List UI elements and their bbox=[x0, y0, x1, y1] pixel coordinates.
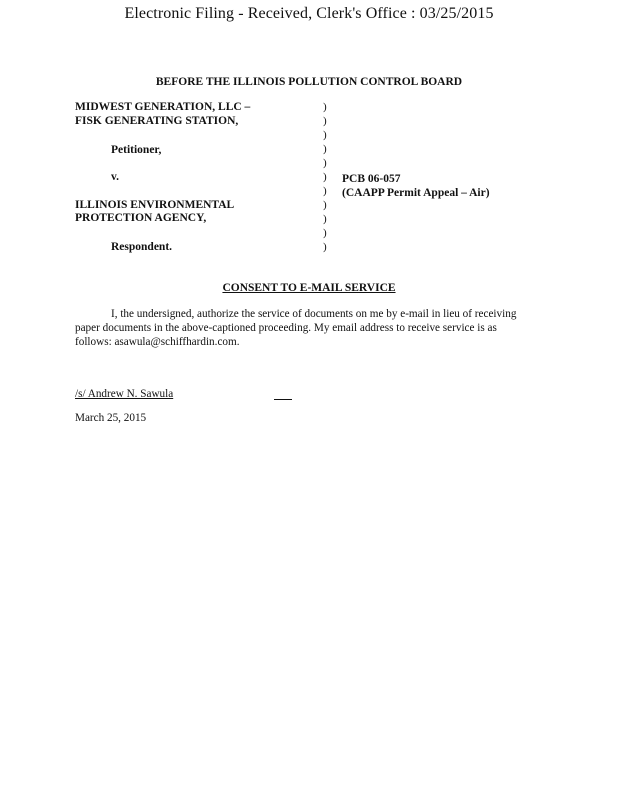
consent-paragraph: I, the undersigned, authorize the service of documents on me by e-mail in lieu of receiving paper documents in the above-captioned proceeding. My email address to receive service is as follows: asawula@schiffhardin.com. bbox=[75, 308, 517, 348]
caption-paren: ) bbox=[323, 185, 327, 197]
signature-rule bbox=[274, 399, 292, 400]
respondent-name-line1: ILLINOIS ENVIRONMENTAL bbox=[75, 199, 235, 211]
versus-label: v. bbox=[111, 171, 119, 183]
board-heading: BEFORE THE ILLINOIS POLLUTION CONTROL BOARD bbox=[155, 76, 463, 88]
caption-paren: ) bbox=[323, 241, 327, 253]
caption-paren: ) bbox=[323, 171, 327, 183]
caption-paren: ) bbox=[323, 101, 327, 113]
petitioner-name-line1: MIDWEST GENERATION, LLC – bbox=[75, 101, 251, 113]
document-heading: CONSENT TO E-MAIL SERVICE bbox=[222, 282, 396, 294]
case-number: PCB 06-057 bbox=[342, 173, 401, 185]
respondent-name-line2: PROTECTION AGENCY, bbox=[75, 212, 207, 224]
signature-line: /s/ Andrew N. Sawula bbox=[75, 388, 174, 400]
case-type: (CAAPP Permit Appeal – Air) bbox=[342, 187, 490, 199]
caption-paren: ) bbox=[323, 143, 327, 155]
filing-stamp: Electronic Filing - Received, Clerk's Office : 03/25/2015 bbox=[124, 5, 494, 22]
signature-date: March 25, 2015 bbox=[75, 412, 147, 424]
respondent-label: Respondent. bbox=[111, 241, 173, 253]
caption-paren: ) bbox=[323, 227, 327, 239]
caption-paren: ) bbox=[323, 157, 327, 169]
petitioner-name-line2: FISK GENERATING STATION, bbox=[75, 115, 239, 127]
caption-paren: ) bbox=[323, 115, 327, 127]
caption-paren: ) bbox=[323, 129, 327, 141]
caption-paren: ) bbox=[323, 199, 327, 211]
petitioner-label: Petitioner, bbox=[111, 144, 162, 156]
caption-paren: ) bbox=[323, 213, 327, 225]
